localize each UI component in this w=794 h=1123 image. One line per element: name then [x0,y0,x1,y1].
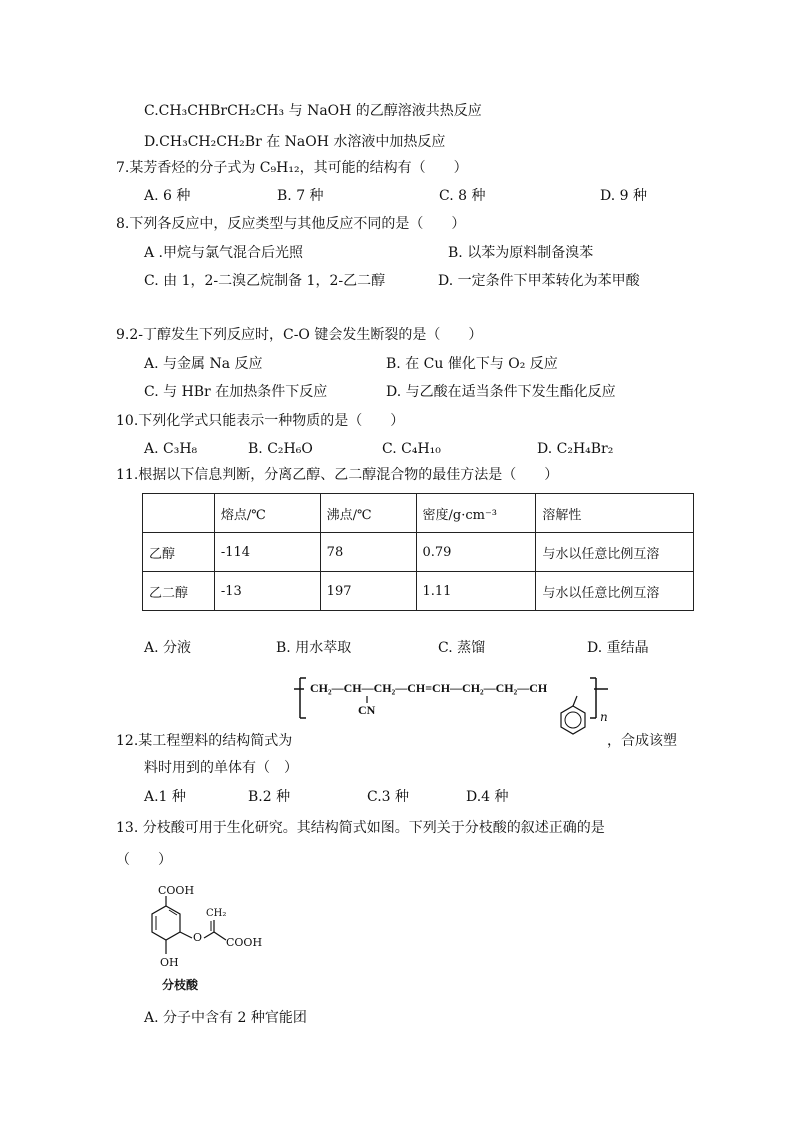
q10-option-d: D. C₂H₄Br₂ [537,441,614,457]
q7-option-b: B. 7 种 [277,188,324,204]
polymer-structure [294,672,614,744]
q12-stem-continued: 料时用到的单体有（ ） [144,760,298,776]
structure-caption: 分枝酸 [162,978,199,992]
q7-stem: 7.某芳香烃的分子式为 C₉H₁₂，其可能的结构有（ ） [116,160,468,176]
q12-option-a: A.1 种 [144,789,186,805]
q6-option-d: D.CH₃CH₂CH₂Br 在 NaOH 水溶液中加热反应 [144,134,446,150]
q13-option-a: A. 分子中含有 2 种官能团 [144,1010,307,1026]
table-cell: 乙二醇 [143,572,215,611]
table-header-cell [143,494,215,533]
table-cell: 与水以任意比例互溶 [536,533,694,572]
table-cell: 0.79 [416,533,536,572]
q9-option-b: B. 在 Cu 催化下与 O₂ 反应 [386,356,558,372]
q8-option-d: D. 一定条件下甲苯转化为苯甲酸 [438,273,640,289]
table-cell: 197 [320,572,416,611]
table-row [143,572,694,611]
q10-option-b: B. C₂H₆O [248,441,313,457]
q12-option-d: D.4 种 [466,789,509,805]
q6-option-c: C.CH₃CHBrCH₂CH₃ 与 NaOH 的乙醇溶液共热反应 [144,103,482,119]
table-cell: 78 [320,533,416,572]
cooh-top-label: COOH [158,884,195,897]
q8-option-a: A .甲烷与氯气混合后光照 [144,245,304,261]
q11-option-c: C. 蒸馏 [438,640,486,656]
table-header-cell: 沸点/℃ [320,494,416,533]
q11-option-b: B. 用水萃取 [276,640,352,656]
q8-option-b: B. 以苯为原料制备溴苯 [448,245,594,261]
q13-stem: 13. 分枝酸可用于生化研究。其结构简式如图。下列关于分枝酸的叙述正确的是 [116,820,605,836]
table-header-cell: 溶解性 [536,494,694,533]
polymer-formula: CH₂—CH—CH₂—CH=CH—CH₂—CH₂—CH [310,681,548,695]
q11-stem: 11.根据以下信息判断，分离乙醇、乙二醇混合物的最佳方法是（ ） [116,467,559,483]
table-cell: -13 [214,572,320,611]
q8-option-c: C. 由 1，2-二溴乙烷制备 1，2-乙二醇 [144,273,386,289]
ch2-label: CH₂ [206,908,227,919]
q12-option-c: C.3 种 [367,789,410,805]
table-cell: -114 [214,533,320,572]
q10-option-a: A. C₃H₈ [144,441,198,457]
q7-option-c: C. 8 种 [439,188,486,204]
q10-stem: 10.下列化学式只能表示一种物质的是（ ） [116,413,405,429]
table-header-cell: 熔点/℃ [214,494,320,533]
q9-option-d: D. 与乙酸在适当条件下发生酯化反应 [386,384,616,400]
table-header-row [143,494,694,533]
q7-option-d: D. 9 种 [600,188,647,204]
q10-option-c: C. C₄H₁₀ [382,441,441,457]
q12-option-b: B.2 种 [248,789,291,805]
oh-label: OH [160,956,179,969]
q11-option-d: D. 重结晶 [587,640,649,656]
chorismic-acid-structure [140,880,280,998]
q12-stem-tail: ，合成该塑 [607,733,677,749]
polymer-cn-group: CN [358,703,376,717]
table-cell: 乙醇 [143,533,215,572]
q9-option-a: A. 与金属 Na 反应 [144,356,263,372]
q9-option-c: C. 与 HBr 在加热条件下反应 [144,384,328,400]
q13-paren: （ ） [116,852,172,868]
table-cell: 1.11 [416,572,536,611]
q11-option-a: A. 分液 [144,640,192,656]
table-cell: 与水以任意比例互溶 [536,572,694,611]
table-row [143,533,694,572]
table-header-cell: 密度/g·cm⁻³ [416,494,536,533]
cooh-side-label: COOH [226,936,263,949]
q8-stem: 8.下列各反应中，反应类型与其他反应不同的是（ ） [116,216,466,232]
properties-table [142,493,694,611]
o-label: O [193,931,203,944]
polymer-subscript-n: n [600,710,608,724]
q12-stem: 12.某工程塑料的结构简式为 [116,733,293,749]
q7-option-a: A. 6 种 [144,188,191,204]
q9-stem: 9.2-丁醇发生下列反应时，C-O 键会发生断裂的是（ ） [116,327,483,343]
